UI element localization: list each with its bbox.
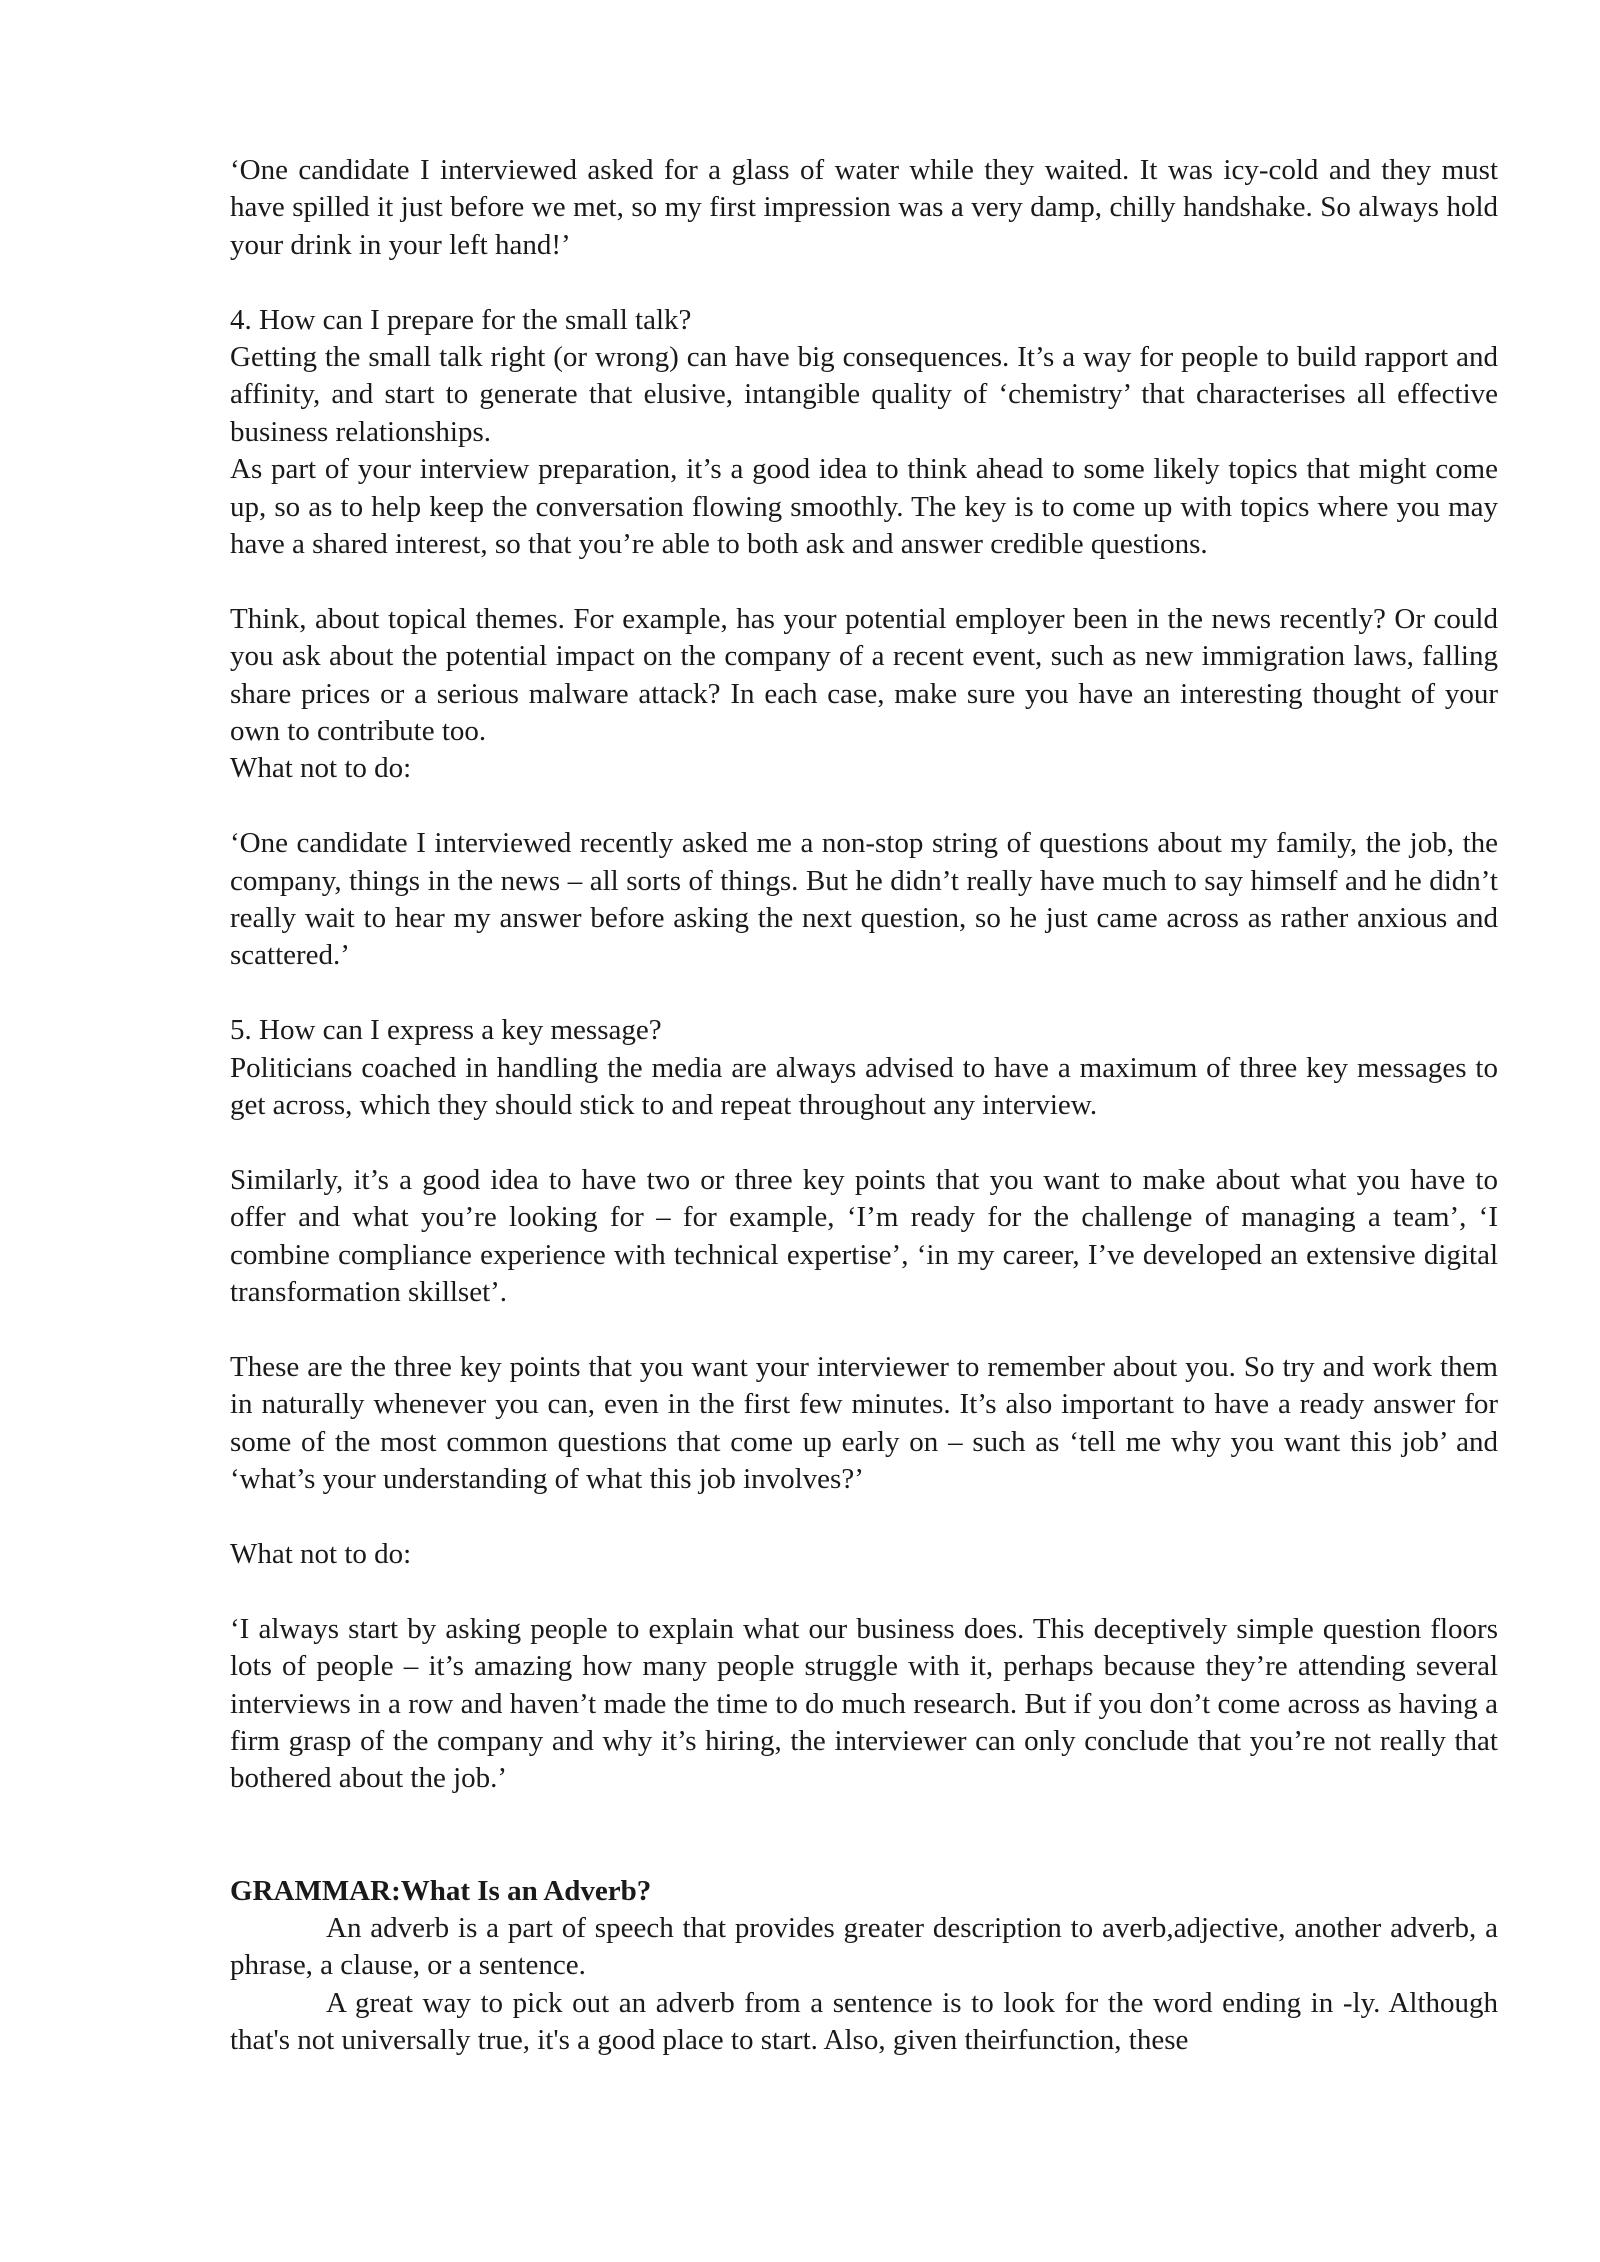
section-4-title: 4. How can I prepare for the small talk? — [230, 303, 692, 336]
section-5-title: 5. How can I express a key message? — [230, 1014, 662, 1047]
section-5-paragraph-3: These are the three key points that you want your interviewer to remember about you. So try and work them in naturally whenever you can, even in the first few minutes. It’s also important to have a ready answer for some of the most common questions that come up early on – such as ‘tell me why you want this job’ and ‘what’s your understanding of what this job involves?’ — [230, 1350, 1498, 1496]
spacer — [230, 975, 1498, 1012]
section-4-what-not-to-do: What not to do: — [230, 752, 412, 785]
spacer — [230, 264, 1498, 301]
spacer — [230, 1312, 1498, 1349]
section-4-paragraph-2: As part of your interview preparation, it’s a good idea to think ahead to some likely topics that might come up, so as to help keep the conversation flowing smoothly. The key is to come up with topics where you may have a shared interest, so that you’re able to both ask and answer credible questions. — [230, 453, 1498, 561]
section-5-paragraph-1: Politicians coached in handling the media are always advised to have a maximum of three key messages to get across, which they should stick to and repeat throughout any interview. — [230, 1051, 1498, 1122]
grammar-paragraph-1: An adverb is a part of speech that provides greater description to averb,adjective, another adverb, a phrase, a clause, or a sentence. — [230, 1911, 1498, 1982]
interview-quote-water: ‘One candidate I interviewed asked for a glass of water while they waited. It was icy-cold and they must have spilled it just before we met, so my first impression was a very damp, chilly handshake. So always hold your drink in your left hand!’ — [230, 154, 1498, 261]
section-4-quote: ‘One candidate I interviewed recently asked me a non-stop string of questions about my family, the job, the company, things in the news – all sorts of things. But he didn’t really have much to say himself and he didn’t really wait to hear my answer before asking the next question, so he just came across as rather anxious and scattered.’ — [230, 827, 1498, 972]
document-page — [230, 152, 1498, 2060]
grammar-heading: GRAMMAR:What Is an Adverb? — [230, 1874, 652, 1907]
spacer — [230, 788, 1498, 825]
section-4-paragraph-3: Think, about topical themes. For example, has your potential employer been in the news recently? Or could you ask about the potential impact on the company of a recent event, such as new immigration laws, falling share prices or a serious malware attack? In each case, make sure you have an interesting thought of your own to contribute too. — [230, 602, 1498, 748]
section-5-quote: ‘I always start by asking people to explain what our business does. This deceptively simple question floors lots of people – it’s amazing how many people struggle with it, perhaps because they’re attending several interviews in a row and haven’t made the time to do much research. But if you don’t come across as having a firm grasp of the company and why it’s hiring, the interviewer can only conclude that you’re not really that bothered about the job.’ — [230, 1612, 1498, 1795]
spacer — [230, 1573, 1498, 1610]
spacer — [230, 1125, 1498, 1162]
section-5-what-not-to-do: What not to do: — [230, 1537, 412, 1570]
section-4-paragraph-1: Getting the small talk right (or wrong) can have big consequences. It’s a way for people to build rapport and affinity, and start to generate that elusive, intangible quality of ‘chemistry’ that characterises all effective business relationships. — [230, 341, 1498, 448]
spacer — [230, 1499, 1498, 1536]
section-5-paragraph-2: Similarly, it’s a good idea to have two or three key points that you want to make about what you have to offer and what you’re looking for – for example, ‘I’m ready for the challenge of managing a team’, ‘I combine compliance experience with technical expertise’, ‘in my career, I’ve developed an extensive digital transformation skillset’. — [230, 1163, 1498, 1309]
spacer — [230, 563, 1498, 600]
spacer — [230, 1798, 1498, 1873]
grammar-paragraph-2: A great way to pick out an adverb from a sentence is to look for the word ending in -ly. Although that's not universally true, it's a good place to start. Also, given theirfunction, these — [230, 1986, 1498, 2057]
